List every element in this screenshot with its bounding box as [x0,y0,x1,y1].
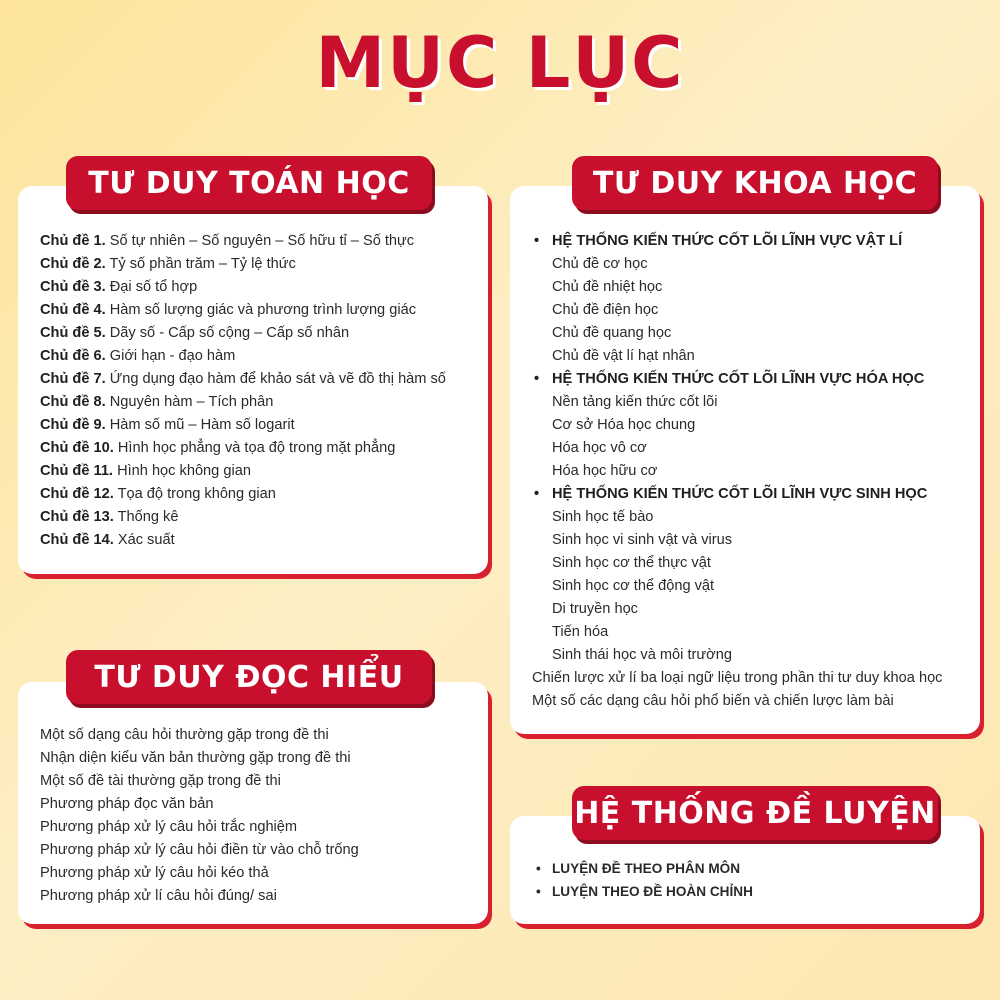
math-topic-text: Tọa độ trong không gian [117,486,276,502]
math-topic-item [40,437,446,460]
science-card [510,186,980,734]
math-topic-label: Chủ đề 8. [40,394,106,410]
reading-topic-item: Phương pháp xử lý câu hỏi điền từ vào chỗ trống [40,842,359,858]
math-topic-list [40,230,446,552]
science-topic-item: Di truyền học [552,601,638,617]
reading-header: TƯ DUY ĐỌC HIỂU [66,650,432,704]
reading-topic-item: Phương pháp xử lí câu hỏi đúng/ sai [40,888,277,904]
science-section-heading: • HỆ THỐNG KIẾN THỨC CỐT LÕI LĨNH VỰC VẬT LÍ [534,230,942,253]
practice-item: • LUYỆN ĐỀ THEO PHÂN MÔN [536,857,753,880]
practice-list [536,857,753,903]
math-topic-label: Chủ đề 9. [40,417,106,433]
reading-topic-item: Một số đề tài thường gặp trong đề thi [40,773,281,789]
math-topic-label: Chủ đề 10. [40,440,114,456]
math-topic-item [40,483,446,506]
math-topic-item [40,368,446,391]
math-header: TƯ DUY TOÁN HỌC [66,156,432,210]
math-topic-item [40,276,446,299]
science-topic-item: Chủ đề điện học [552,302,659,318]
science-topic-item: Chủ đề quang học [552,325,672,341]
math-topic-item [40,230,446,253]
science-topic-item: Hóa học hữu cơ [552,463,658,479]
practice-header: HỆ THỐNG ĐỀ LUYỆN [572,786,938,840]
science-topic-item: Chủ đề cơ học [552,256,648,272]
math-topic-label: Chủ đề 4. [40,302,106,318]
math-topic-text: Thống kê [117,509,179,525]
math-topic-label: Chủ đề 1. [40,233,106,249]
science-topic-item: Chủ đề vật lí hạt nhân [552,348,695,364]
science-topic-item: Sinh thái học và môi trường [552,647,732,663]
practice-item: • LUYỆN THEO ĐỀ HOÀN CHỈNH [536,880,753,903]
science-topic-list [534,230,942,713]
math-topic-label: Chủ đề 6. [40,348,106,364]
science-topic-item: Chủ đề nhiệt học [552,279,663,295]
science-topic-item: Hóa học vô cơ [552,440,647,456]
reading-card [18,682,488,924]
math-card [18,186,488,574]
math-topic-item [40,391,446,414]
reading-topic-item: Nhận diện kiểu văn bản thường gặp trong đề thi [40,750,351,766]
math-topic-label: Chủ đề 7. [40,371,106,387]
math-topic-label: Chủ đề 13. [40,509,114,525]
reading-topic-list [40,724,359,908]
science-topic-item: Sinh học tế bào [552,509,654,525]
science-topic-item: Cơ sở Hóa học chung [552,417,696,433]
math-topic-item [40,253,446,276]
reading-topic-item: Phương pháp đọc văn bản [40,796,214,812]
math-topic-label: Chủ đề 3. [40,279,106,295]
math-topic-text: Dãy số - Cấp số cộng – Cấp số nhân [109,325,350,341]
math-topic-text: Số tự nhiên – Số nguyên – Số hữu tỉ – Số thực [109,233,415,249]
math-topic-item [40,299,446,322]
math-topic-text: Nguyên hàm – Tích phân [109,394,274,410]
science-section-heading: • HỆ THỐNG KIẾN THỨC CỐT LÕI LĨNH VỰC SINH HỌC [534,483,942,506]
math-topic-text: Xác suất [117,532,175,548]
math-topic-text: Hình học phẳng và tọa độ trong mặt phẳng [117,440,396,456]
science-topic-item: Sinh học cơ thể động vật [552,578,715,594]
math-topic-label: Chủ đề 11. [40,463,113,479]
reading-topic-item: Phương pháp xử lý câu hỏi trắc nghiệm [40,819,298,835]
math-topic-item [40,529,446,552]
math-topic-label: Chủ đề 14. [40,532,114,548]
science-section-heading: • HỆ THỐNG KIẾN THỨC CỐT LÕI LĨNH VỰC HÓA HỌC [534,368,942,391]
math-topic-label: Chủ đề 2. [40,256,106,272]
science-topic-item: Sinh học vi sinh vật và virus [552,532,733,548]
math-topic-item [40,460,446,483]
math-topic-text: Hàm số mũ – Hàm số logarit [109,417,295,433]
math-topic-item [40,322,446,345]
math-topic-text: Ứng dụng đạo hàm để khảo sát và vẽ đồ thị hàm số [109,371,446,387]
math-topic-label: Chủ đề 5. [40,325,106,341]
math-topic-text: Hàm số lượng giác và phương trình lượng giác [109,302,417,318]
reading-topic-item: Phương pháp xử lý câu hỏi kéo thả [40,865,269,881]
science-extra-item: Chiến lược xử lí ba loại ngữ liệu trong phần thi tư duy khoa học [532,670,943,686]
math-topic-item [40,345,446,368]
page-title: MỤC LỤC [315,22,685,104]
math-topic-item [40,414,446,437]
math-topic-text: Hình học không gian [117,463,251,479]
math-topic-text: Tỷ số phần trăm – Tỷ lệ thức [109,256,296,272]
math-topic-label: Chủ đề 12. [40,486,114,502]
science-topic-item: Sinh học cơ thể thực vật [552,555,711,571]
science-topic-item: Tiến hóa [552,624,609,640]
math-topic-text: Đại số tổ hợp [109,279,198,295]
science-extra-item: Một số các dạng câu hỏi phổ biến và chiến lược làm bài [532,693,894,709]
math-topic-text: Giới hạn - đạo hàm [109,348,236,364]
science-header: TƯ DUY KHOA HỌC [572,156,938,210]
math-topic-item [40,506,446,529]
reading-topic-item: Một số dạng câu hỏi thường gặp trong đề thi [40,727,329,743]
science-topic-item: Nền tảng kiến thức cốt lõi [552,394,718,410]
